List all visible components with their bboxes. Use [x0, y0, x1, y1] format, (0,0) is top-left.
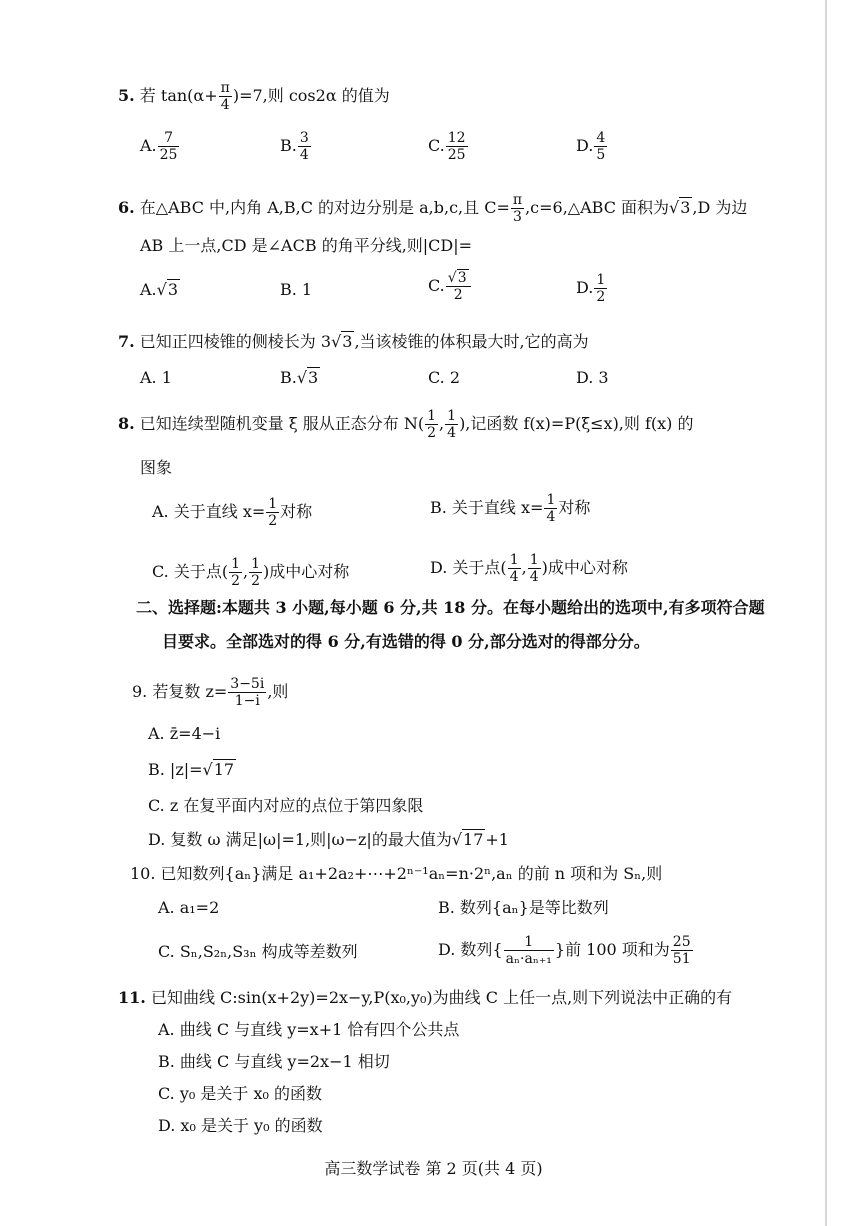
- q11-option-d[interactable]: D. x₀ 是关于 y₀ 的函数: [158, 1116, 323, 1135]
- q8-d-n2: 1: [529, 552, 539, 568]
- q8-c-comma: ,: [243, 562, 249, 581]
- q6-c-letter: C.: [428, 276, 445, 295]
- q11-option-b[interactable]: B. 曲线 C 与直线 y=2x−1 相切: [158, 1052, 390, 1071]
- q8-c-tail: )成中心对称: [263, 562, 350, 581]
- q10-d-num: 1: [504, 934, 554, 951]
- q11-option-c[interactable]: C. y₀ 是关于 x₀ 的函数: [158, 1084, 322, 1103]
- q5-stem: [118, 80, 390, 113]
- q8-a-text: A. 关于直线 x=: [152, 502, 266, 521]
- q6-a-letter: A.: [140, 280, 157, 299]
- q8-b-frac: [544, 492, 557, 525]
- q6-option-a[interactable]: [140, 280, 180, 300]
- q8-d-frac1: [508, 552, 521, 585]
- q8-d-text: D. 关于点(: [430, 558, 507, 577]
- q6-stem-a: 在△ABC 中,内角 A,B,C 的对边分别是 a,b,c,且 C=: [139, 198, 510, 217]
- q6-c-num: √3: [446, 270, 471, 287]
- q5-b-letter: B.: [280, 136, 297, 155]
- q8-a-den: 2: [268, 513, 278, 529]
- q6-a-sqrt: √3: [156, 280, 179, 299]
- q9-d-rad: 17: [463, 830, 484, 849]
- q6-a-rad: 3: [167, 280, 179, 299]
- q8-d-comma: ,: [521, 558, 527, 577]
- q6-d-den: 2: [596, 289, 606, 305]
- q10-number: 10.: [130, 864, 156, 883]
- q8-frac1: [425, 408, 438, 441]
- q6-d-num: 1: [596, 272, 606, 288]
- q8-b-num: 1: [546, 492, 556, 508]
- q7-stem: [118, 332, 589, 352]
- section2-heading-line2: 目要求。全部选对的得 6 分,有选错的得 0 分,部分选对的得部分分。: [162, 632, 650, 651]
- q8-c-frac1: [229, 556, 242, 589]
- q6-rad: 3: [680, 198, 691, 217]
- q8-c-d2: 2: [251, 573, 261, 589]
- q8-a-tail: 对称: [280, 502, 313, 521]
- q9-stem: [132, 676, 288, 709]
- q5-d-frac: [594, 130, 607, 163]
- q10-d-frac: [504, 934, 554, 967]
- q6-c-frac: [446, 270, 471, 303]
- q10-stem-text: 已知数列{aₙ}满足 a₁+2a₂+⋯+2ⁿ⁻¹aₙ=n·2ⁿ,aₙ 的前 n 项和为 Sₙ,则: [160, 864, 663, 883]
- q6-stem-b: ,c=6,△ABC 面积为: [525, 198, 670, 217]
- q5-stem-b: )=7,则 cos2α 的值为: [232, 86, 390, 105]
- q9-frac-den: 1−i: [234, 693, 260, 709]
- q8-option-b[interactable]: [430, 492, 590, 525]
- q6-pi-frac: [511, 192, 524, 225]
- q5-c-letter: C.: [428, 136, 445, 155]
- q8-c-n1: 1: [231, 556, 241, 572]
- q5-pi-frac: [219, 80, 232, 113]
- q6-d-letter: D.: [576, 278, 594, 297]
- q7-b-rad: 3: [308, 368, 319, 387]
- q9-b-text: B. |z|=: [148, 760, 203, 779]
- q5-option-d[interactable]: [576, 130, 608, 163]
- q7-rad: 3: [342, 332, 353, 351]
- q8-c-n2: 1: [251, 556, 261, 572]
- q8-d-frac2: [528, 552, 541, 585]
- q10-option-b[interactable]: B. 数列{aₙ}是等比数列: [438, 898, 609, 917]
- q9-frac-num: 3−5i: [230, 676, 265, 692]
- q8-d-d1: 4: [509, 569, 519, 585]
- q5-c-den: 25: [447, 147, 466, 163]
- q8-option-d[interactable]: [430, 552, 628, 585]
- q9-frac: [228, 676, 266, 709]
- page-edge: [825, 0, 827, 1226]
- q10-d-result-frac: [671, 934, 693, 967]
- q5-b-num: 3: [299, 130, 309, 146]
- q9-d-text: D. 复数 ω 满足|ω|=1,则|ω−z|的最大值为: [148, 830, 452, 849]
- q8-b-text: B. 关于直线 x=: [430, 498, 544, 517]
- q11-option-a[interactable]: A. 曲线 C 与直线 y=x+1 恰有四个公共点: [158, 1020, 460, 1039]
- q5-stem-a: 若 tan(α+: [139, 86, 218, 105]
- q5-c-frac: [446, 130, 468, 163]
- q8-n2: 1: [447, 408, 457, 424]
- q6-option-b[interactable]: B. 1: [280, 280, 313, 299]
- q9-stem-a: 若复数 z=: [152, 682, 228, 701]
- q6-c-den: 2: [453, 287, 463, 303]
- q6-d-frac: [594, 272, 607, 305]
- q5-pi: π: [220, 80, 230, 96]
- q8-c-text: C. 关于点(: [152, 562, 229, 581]
- q9-option-b[interactable]: [148, 760, 236, 780]
- q11-stem: [118, 988, 732, 1008]
- q7-b-sqrt: √3: [296, 368, 319, 387]
- q7-stem-b: ,当该棱锥的体积最大时,它的高为: [354, 332, 589, 351]
- q10-d-rden: 51: [672, 951, 691, 967]
- q6-stem: [118, 192, 747, 225]
- page-footer: 高三数学试卷 第 2 页(共 4 页): [324, 1159, 543, 1178]
- q8-stem-b: ),记函数 f(x)=P(ξ≤x),则 f(x) 的: [459, 414, 694, 433]
- q8-d-n1: 1: [509, 552, 519, 568]
- q8-stem: [118, 408, 694, 441]
- q10-option-c[interactable]: C. Sₙ,S₂ₙ,S₃ₙ 构成等差数列: [158, 942, 358, 961]
- q8-option-c[interactable]: [152, 556, 349, 589]
- q5-c-num: 12: [447, 130, 466, 146]
- q9-d-sqrt: √17: [451, 830, 484, 849]
- q5-number: 5.: [118, 86, 135, 105]
- q9-option-c[interactable]: C. z 在复平面内对应的点位于第四象限: [148, 796, 424, 815]
- q5-a-num: 7: [158, 130, 180, 147]
- q5-b-frac: [298, 130, 311, 163]
- q5-d-den: 5: [596, 147, 606, 163]
- q6-stem-line2: AB 上一点,CD 是∠ACB 的角平分线,则|CD|=: [140, 236, 473, 255]
- q5-d-num: 4: [596, 130, 606, 146]
- q8-d-d2: 4: [529, 569, 539, 585]
- q9-b-sqrt: √17: [202, 760, 235, 779]
- q6-stem-c: ,D 为边: [692, 198, 748, 217]
- q7-number: 7.: [118, 332, 135, 351]
- q5-option-c[interactable]: [428, 130, 469, 163]
- q7-option-d[interactable]: D. 3: [576, 368, 609, 387]
- q6-option-d[interactable]: [576, 272, 608, 305]
- q8-number: 8.: [118, 414, 135, 433]
- q9-d-tail: +1: [485, 830, 509, 849]
- q8-a-frac: [266, 496, 279, 529]
- q11-number: 11.: [118, 988, 146, 1007]
- q7-option-c[interactable]: C. 2: [428, 368, 461, 387]
- q10-option-d[interactable]: [438, 934, 694, 967]
- q5-a-frac: [158, 130, 180, 163]
- q8-option-a[interactable]: [152, 496, 312, 529]
- q8-b-den: 4: [546, 509, 556, 525]
- q10-option-a[interactable]: A. a₁=2: [158, 898, 220, 917]
- q7-option-a[interactable]: A. 1: [140, 368, 172, 387]
- q8-n1: 1: [427, 408, 437, 424]
- q8-d2: 4: [447, 425, 457, 441]
- q6-option-c[interactable]: [428, 270, 472, 303]
- q11-stem-text: 已知曲线 C:sin(x+2y)=2x−y,P(x₀,y₀)为曲线 C 上任一点,则下列说法中正确的有: [150, 988, 733, 1007]
- q6-sqrt: √3: [669, 198, 691, 217]
- q8-c-d1: 2: [231, 573, 241, 589]
- q10-d-text: D. 数列{: [438, 940, 503, 959]
- q6-c-rad: 3: [457, 270, 467, 286]
- q8-a-num: 1: [268, 496, 278, 512]
- q8-d-tail: )成中心对称: [541, 558, 628, 577]
- q5-four: 4: [220, 97, 230, 113]
- q8-frac2: [445, 408, 458, 441]
- q9-b-rad: 17: [213, 760, 235, 779]
- q5-d-letter: D.: [576, 136, 594, 155]
- section2-heading-line1: 二、选择题:本题共 3 小题,每小题 6 分,共 18 分。在每小题给出的选项中,有多项符合题: [136, 598, 765, 617]
- q8-comma: ,: [439, 414, 445, 433]
- q8-d1: 2: [427, 425, 437, 441]
- q5-option-b[interactable]: [280, 130, 312, 163]
- q7-option-b[interactable]: [280, 368, 320, 388]
- q10-d-den: aₙ·aₙ₊₁: [505, 951, 552, 967]
- q9-number: 9.: [132, 682, 148, 701]
- q6-three: 3: [513, 209, 522, 225]
- q5-a-letter: A.: [140, 136, 157, 155]
- q5-a-den: 25: [159, 147, 178, 163]
- q8-stem-line2: 图象: [140, 458, 173, 477]
- q8-c-frac2: [249, 556, 262, 589]
- q10-d-tail: }前 100 项和为: [554, 940, 670, 959]
- q6-number: 6.: [118, 198, 135, 217]
- q9-stem-b: ,则: [267, 682, 289, 701]
- q7-sqrt: √3: [331, 332, 353, 351]
- q6-pi: π: [512, 192, 523, 208]
- q9-option-a[interactable]: A. z̄=4−i: [148, 724, 221, 743]
- q5-option-a[interactable]: [140, 130, 180, 163]
- q10-stem: [130, 864, 662, 884]
- q9-option-d[interactable]: [148, 830, 509, 850]
- q8-b-tail: 对称: [558, 498, 591, 517]
- q5-b-den: 4: [299, 147, 309, 163]
- q10-d-rnum: 25: [672, 934, 691, 950]
- q7-stem-a: 已知正四棱锥的侧棱长为 3: [139, 332, 332, 351]
- q8-stem-a: 已知连续型随机变量 ξ 服从正态分布 N(: [139, 414, 425, 433]
- q7-b-letter: B.: [280, 368, 297, 387]
